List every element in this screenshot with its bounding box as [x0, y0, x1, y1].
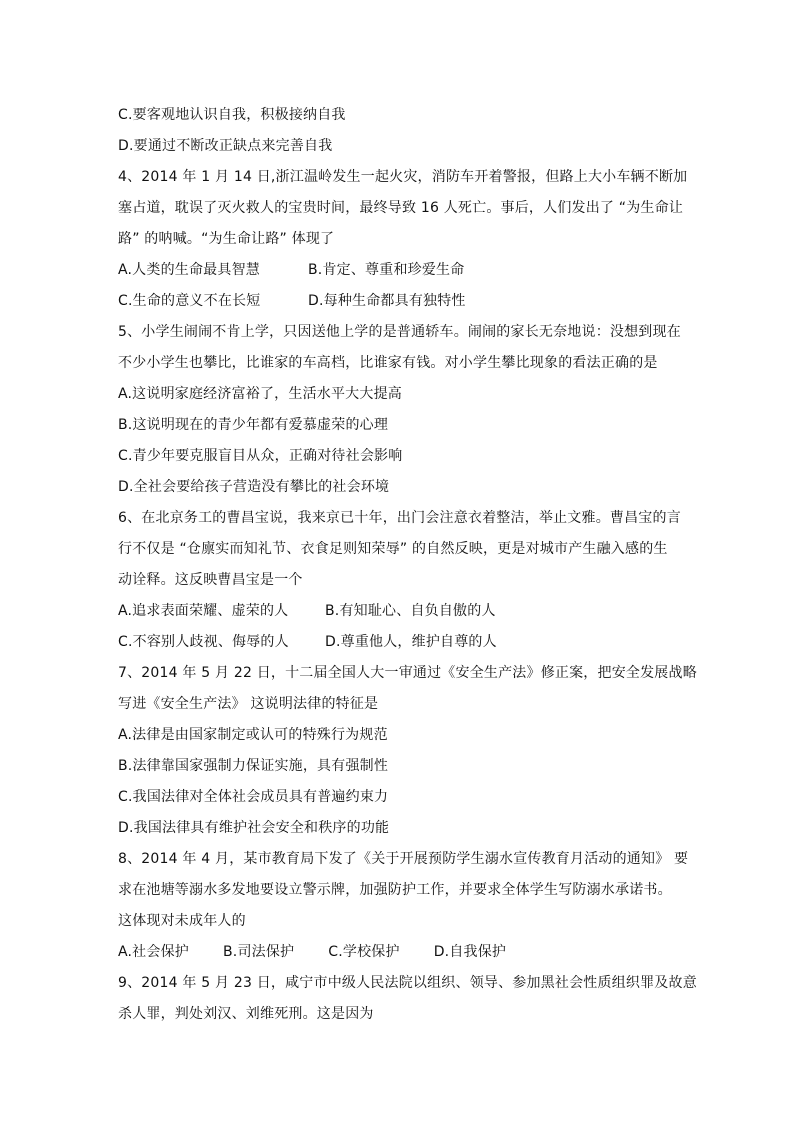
q6-option-c: C.不容别人歧视、侮辱的人 — [118, 634, 289, 650]
q8-stem-line-3: 这体现对未成年人的 — [118, 913, 246, 929]
q8-option-d: D.自我保护 — [433, 944, 507, 960]
q4-option-b: B.肯定、尊重和珍爱生命 — [308, 262, 465, 278]
q6-option-a: A.追求表面荣耀、虚荣的人 — [118, 603, 289, 619]
q7-stem-line-2: 写进《安全生产法》 这说明法律的特征是 — [118, 696, 379, 712]
q5-option-d: D.全社会要给孩子营造没有攀比的社会环境 — [118, 479, 390, 495]
q7-option-a: A.法律是由国家制定或认可的特殊行为规范 — [118, 727, 388, 743]
q5-stem-line-2: 不少小学生也攀比，比谁家的车高档，比谁家有钱。对小学生攀比现象的看法正确的是 — [118, 355, 658, 371]
q4-stem-line-1: 4、2014 年 1 月 14 日,浙江温岭发生一起火灾，消防车开着警报，但路上大小车辆不断加 — [118, 169, 688, 185]
q4-stem-line-3: 路” 的呐喊。“为生命让路” 体现了 — [118, 231, 335, 247]
q8-option-b: B.司法保护 — [222, 944, 295, 960]
q7-option-b: B.法律靠国家强制力保证实施，具有强制性 — [118, 758, 389, 774]
q7-option-c: C.我国法律对全体社会成员具有普遍约束力 — [118, 789, 389, 805]
q3-option-c: C.要客观地认识自我，积极接纳自我 — [118, 107, 346, 123]
q4-options-row-1 — [118, 255, 678, 286]
q6-options-row-1 — [118, 596, 678, 627]
q7-stem-line-1: 7、2014 年 5 月 22 日，十二届全国人大一审通过《安全生产法》修正案，把安全发展战略 — [118, 665, 697, 681]
q8-stem-line-1: 8、2014 年 4 月，某市教育局下发了《关于开展预防学生溺水宣传教育月活动的通知》 要 — [118, 851, 689, 867]
q6-option-b: B.有知耻心、自负自傲的人 — [325, 603, 496, 619]
q4-option-d: D.每种生命都具有独特性 — [308, 293, 466, 309]
q4-stem-line-2: 塞占道，耽误了灭火救人的宝贵时间，最终导致 16 人死亡。事后，人们发出了 “为生命让 — [118, 200, 684, 216]
q6-stem-line-2: 行不仅是 “仓廪实而知礼节、衣食足则知荣辱” 的自然反映，更是对城市产生融入感的生 — [118, 541, 668, 557]
q8-stem-line-2: 求在池塘等溺水多发地要设立警示牌，加强防护工作，并要求全体学生写防溺水承诺书。 — [118, 882, 672, 898]
q3-option-d: D.要通过不断改正缺点来完善自我 — [118, 138, 333, 154]
q4-options-row-2 — [118, 286, 678, 317]
q9-stem-line-2: 杀人罪，判处刘汉、刘维死刑。这是因为 — [118, 1006, 374, 1022]
q5-option-c: C.青少年要克服盲目从众，正确对待社会影响 — [118, 448, 403, 464]
q8-option-a: A.社会保护 — [118, 944, 189, 960]
q9-stem-line-1: 9、2014 年 5 月 23 日，咸宁市中级人民法院以组织、领导、参加黑社会性质组织罪及故意 — [118, 975, 697, 991]
q6-options-row-2 — [118, 627, 678, 658]
q5-stem-line-1: 5、小学生闹闹不肯上学，只因送他上学的是普通轿车。闹闹的家长无奈地说：没想到现在 — [118, 324, 681, 340]
q5-option-a: A.这说明家庭经济富裕了，生活水平大大提高 — [118, 386, 402, 402]
q5-option-b: B.这说明现在的青少年都有爱慕虚荣的心理 — [118, 417, 389, 433]
q7-option-d: D.我国法律具有维护社会安全和秩序的功能 — [118, 820, 390, 836]
q6-option-d: D.尊重他人，维护自尊的人 — [325, 634, 497, 650]
q6-stem-line-3: 动诠释。这反映曹昌宝是一个 — [118, 572, 303, 588]
q6-stem-line-1: 6、在北京务工的曹昌宝说，我来京已十年，出门会注意衣着整洁，举止文雅。曹昌宝的言 — [118, 510, 681, 526]
question-content — [118, 100, 697, 1030]
q8-options-row — [118, 937, 678, 968]
q8-option-c: C.学校保护 — [328, 944, 400, 960]
q4-option-c: C.生命的意义不在长短 — [118, 293, 261, 309]
q4-option-a: A.人类的生命最具智慧 — [118, 262, 260, 278]
